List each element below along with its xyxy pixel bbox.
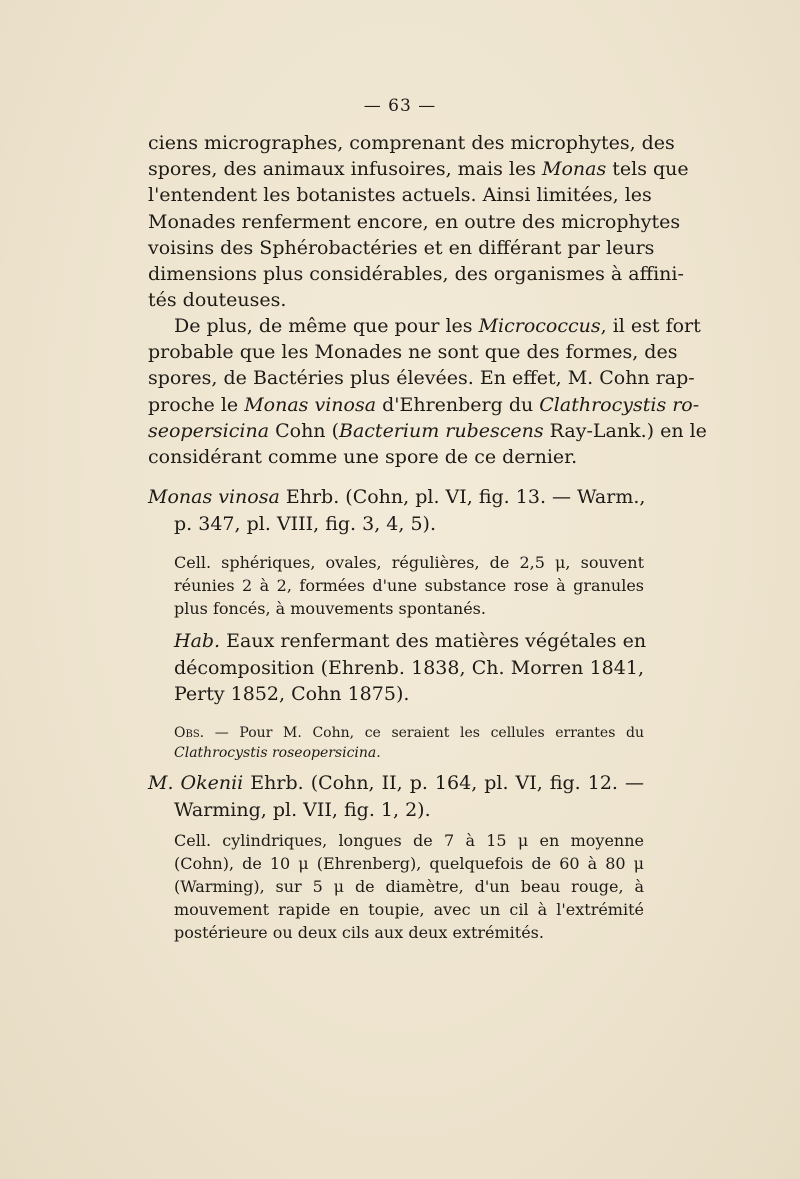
species-name: M. Okenii (148, 772, 244, 794)
text-line: De plus, de même que pour les Micrococcus, il est fort (174, 315, 701, 337)
text-line: probable que les Monades ne sont que des formes, des (148, 341, 678, 364)
text-line: considérant comme une spore de ce dernier. (148, 446, 578, 469)
text-line: postérieure ou deux cils aux deux extrémités. (174, 923, 544, 942)
text-line: Clathrocystis roseopersicina. (174, 745, 381, 761)
text-line: mouvement rapide en toupie, avec un cil à l'extrémité (174, 900, 644, 919)
taxon-name: seopersicina (148, 419, 270, 442)
paragraph-monades (148, 313, 707, 470)
taxon-name: Clathrocystis ro- (539, 393, 700, 416)
text-line: spores, de Bactéries plus élevées. En effet, M. Cohn rap- (148, 367, 695, 390)
text-line: décomposition (Ehrenb. 1838, Ch. Morren 1841, (174, 656, 644, 679)
taxon-name: Monas (542, 158, 607, 181)
text-line: réunies 2 à 2, formées d'une substance rose à granules (174, 576, 644, 595)
text-line: Perty 1852, Cohn 1875). (174, 683, 410, 705)
observation-note (174, 723, 644, 763)
text-line: voisins des Sphérobactéries et en différant par leurs (148, 236, 655, 259)
species-heading-line2: p. 347, pl. VIII, fig. 3, 4, 5). (174, 512, 437, 535)
species-entry-monas-vinosa (148, 484, 644, 537)
taxon-name: Bacterium rubescens (339, 419, 544, 442)
taxon-name: Micrococcus (478, 315, 601, 337)
species-description (174, 829, 644, 944)
text-line: Monades renferment encore, en outre des microphytes (148, 210, 681, 233)
text-line: ciens micrographes, comprenant des microphytes, des (148, 132, 675, 154)
obs-label: Obs. (174, 725, 205, 741)
taxon-name: Monas vinosa (244, 393, 377, 416)
species-heading-line2: Warming, pl. VII, fig. 1, 2). (174, 798, 431, 821)
text-line: dimensions plus considérables, des organismes à affini- (148, 263, 684, 286)
text-line: seopersicina Cohn (Bacterium rubescens Ray-Lank.) en le (148, 419, 707, 442)
text-line: tés douteuses. (148, 289, 287, 312)
text-line: (Warming), sur 5 μ de diamètre, d'un beau rouge, à (174, 877, 644, 896)
text-line: plus foncés, à mouvements spontanés. (174, 599, 486, 618)
text-line: l'entendent les botanistes actuels. Ainsi limitées, les (148, 184, 652, 207)
text-line: (Cohn), de 10 μ (Ehrenberg), quelquefois de 60 à 80 μ (174, 854, 644, 873)
text-line: Cell. cylindriques, longues de 7 à 15 μ en moyenne (174, 831, 644, 850)
species-heading: Monas vinosa Ehrb. (Cohn, pl. VI, fig. 13. — Warm., (148, 486, 646, 508)
species-description (174, 551, 644, 620)
text-line: spores, des animaux infusoires, mais les Monas tels que (148, 158, 689, 181)
text-line: Obs. — Pour M. Cohn, ce seraient les cellules errantes du (174, 725, 644, 741)
text-line: Hab. Eaux renfermant des matières végétales en (174, 630, 647, 652)
paragraph-intro (148, 130, 689, 313)
page-number: — 63 — (363, 96, 437, 116)
species-entry-monas-okenii (148, 770, 644, 823)
text-line: proche le Monas vinosa d'Ehrenberg du Clathrocystis ro- (148, 393, 700, 416)
habitat-paragraph (174, 628, 647, 708)
species-heading: M. Okenii Ehrb. (Cohn, II, p. 164, pl. VI, fig. 12. — (148, 772, 644, 794)
habitat-label: Hab. (174, 630, 221, 652)
species-name: Monas vinosa (148, 486, 280, 508)
text-line: Cell. sphériques, ovales, régulières, de 2,5 μ, souvent (174, 553, 644, 572)
